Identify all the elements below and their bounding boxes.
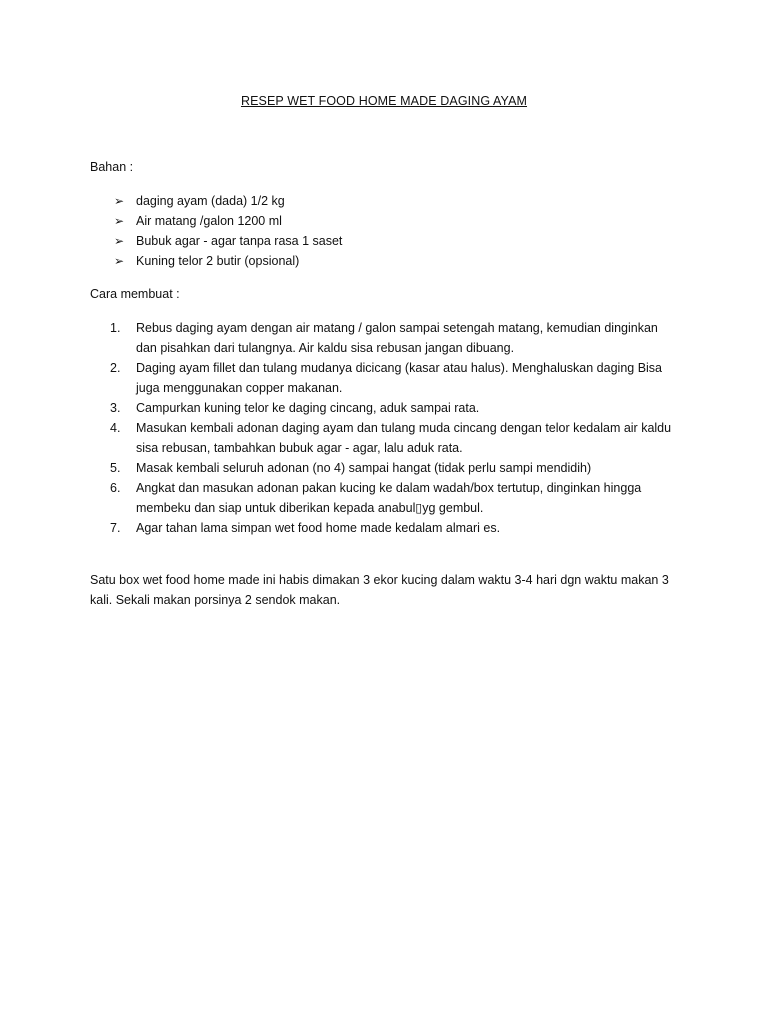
step-number: 2. (110, 361, 121, 375)
document-title: RESEP WET FOOD HOME MADE DAGING AYAM (240, 94, 528, 108)
ingredient-item (114, 211, 342, 231)
step-text: Agar tahan lama simpan wet food home made kedalam almari es. (136, 521, 501, 535)
steps-list (110, 318, 680, 538)
step-text: Daging ayam fillet dan tulang mudanya dicicang (kasar atau halus). Menghaluskan daging Bisa juga menggunakan copper makanan. (136, 361, 663, 395)
ingredient-list (114, 191, 342, 271)
step-item (110, 318, 680, 358)
arrow-bullet-icon: ➢ (114, 214, 125, 228)
ingredient-item (114, 191, 342, 211)
bahan-heading: Bahan : (90, 160, 134, 174)
step-number: 7. (110, 521, 121, 535)
step-item (110, 398, 680, 418)
arrow-bullet-icon: ➢ (114, 254, 125, 268)
step-text: Rebus daging ayam dengan air matang / galon sampai setengah matang, kemudian dinginkan dan pisahkan dari tulangnya. Air kaldu sisa rebusan jangan dibuang. (136, 321, 658, 355)
step-text: Campurkan kuning telor ke daging cincang, aduk sampai rata. (136, 401, 480, 415)
step-text: Masukan kembali adonan daging ayam dan tulang muda cincang dengan telor kedalam air kaldu sisa rebusan, tambahkan bubuk agar - agar, lalu aduk rata. (136, 421, 672, 455)
step-text: Masak kembali seluruh adonan (no 4) sampai hangat (tidak perlu sampi mendidih) (136, 461, 592, 475)
step-number: 3. (110, 401, 121, 415)
step-number: 6. (110, 481, 121, 495)
step-text: Angkat dan masukan adonan pakan kucing ke dalam wadah/box tertutup, dinginkan hingga membeku dan siap untuk diberikan kepada anabul▯yg gembul. (136, 481, 642, 515)
step-number: 5. (110, 461, 121, 475)
step-item (110, 478, 680, 518)
closing-paragraph: Satu box wet food home made ini habis dimakan 3 ekor kucing dalam waktu 3-4 hari dgn waktu makan 3 kali. Sekali makan porsinya 2 sendok makan. (90, 573, 669, 607)
arrow-bullet-icon: ➢ (114, 234, 125, 248)
step-item (110, 358, 680, 398)
step-number: 1. (110, 321, 121, 335)
step-number: 4. (110, 421, 121, 435)
step-item (110, 418, 680, 458)
ingredient-text: Kuning telor 2 butir (opsional) (136, 254, 300, 268)
cara-heading: Cara membuat : (90, 287, 180, 301)
step-item (110, 518, 680, 538)
ingredient-text: daging ayam (dada) 1/2 kg (136, 194, 285, 208)
ingredient-text: Bubuk agar - agar tanpa rasa 1 saset (136, 234, 343, 248)
arrow-bullet-icon: ➢ (114, 194, 125, 208)
step-item (110, 458, 680, 478)
ingredient-text: Air matang /galon 1200 ml (136, 214, 282, 228)
ingredient-item (114, 251, 342, 271)
ingredient-item (114, 231, 342, 251)
